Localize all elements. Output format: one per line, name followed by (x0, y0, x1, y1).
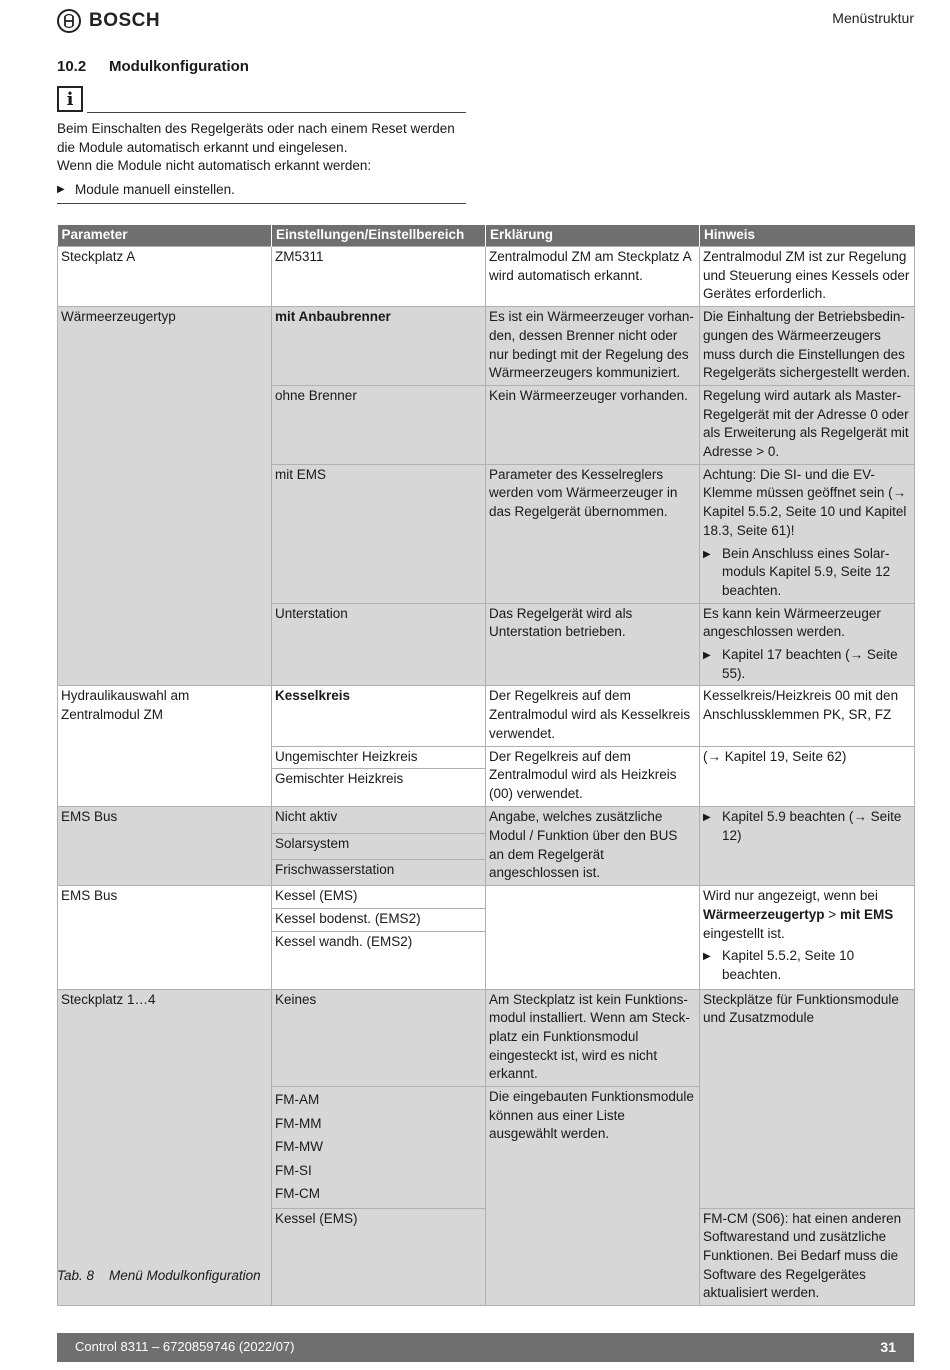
setting-cell: Kesselkreis (272, 686, 486, 746)
explanation-cell: Die eingebauten Funktionsmodule können aus einer Liste ausgewählt werden. (486, 1087, 700, 1306)
note-cell (700, 886, 915, 989)
note-cell (700, 807, 915, 886)
bosch-armature-icon (57, 9, 81, 33)
info-icon: i (57, 86, 83, 112)
chapter-title: Menüstruktur (832, 10, 914, 26)
explanation-cell: Es ist ein Wärmeerzeuger vorhanden, dessen Brenner nicht oder nur bedingt mit der Regelung des Wärmeerzeugers kommuniziert. (486, 307, 700, 386)
setting-cell: Kessel (EMS) (272, 886, 486, 909)
note-bullet (703, 808, 911, 845)
setting-cell: ohne Brenner (272, 385, 486, 464)
note-cell: Regelung wird autark als Master-Regelgerät mit der Adresse 0 oder als Erweiterung als Regelgerät mit Adresse > 0. (700, 385, 915, 464)
caption-label: Tab. 8 (57, 1268, 95, 1283)
module-option: FM-SI (275, 1162, 312, 1178)
note-text-bold: mit EMS (839, 906, 894, 922)
info-note (57, 86, 466, 204)
section-heading (57, 58, 249, 75)
table-row (58, 886, 915, 909)
note-text: Achtung: Die SI- und die EV-Klemme müssen geöffnet sein (→ Kapitel 5.5.2, Seite 10 und Kapitel 18.3, Seite 61)! (703, 466, 907, 538)
explanation-cell: Der Regelkreis auf dem Zentralmodul wird als Heizkreis (00) verwendet. (486, 746, 700, 807)
note-cell: Steckplätze für Funktionsmodule und Zusatzmodule (700, 989, 915, 1208)
param-cell: EMS Bus (58, 807, 272, 886)
note-cell (700, 603, 915, 686)
note-cell: Zentralmodul ZM ist zur Regelung und Steuerung eines Kessels oder Gerätes erforderlich. (700, 247, 915, 307)
setting-cell: Kessel (EMS) (272, 1208, 486, 1306)
note-bullet-text: Bein Anschluss eines Solarmoduls Kapitel 5.9, Seite 12 beachten. (722, 545, 891, 598)
param-cell: Wärmeerzeugertyp (58, 307, 272, 686)
module-option: FM-MW (275, 1139, 323, 1155)
module-config-table (57, 225, 915, 1306)
note-cell: FM-CM (S06): hat einen anderen Softwarestand und zusätzliche Funktionen. Bei Bedarf muss die Software des Regelgerätes aktualisiert werden. (700, 1208, 915, 1306)
note-cell (700, 464, 915, 603)
setting-cell: Kessel wandh. (EMS2) (272, 931, 486, 989)
triangle-bullet-icon: ▶ (703, 650, 711, 662)
explanation-cell: Zentralmodul ZM am Steckplatz A wird automatisch erkannt. (486, 247, 700, 307)
setting-cell: Keines (272, 989, 486, 1087)
table-row (58, 686, 915, 746)
note-text-part: > (824, 906, 840, 922)
param-cell: EMS Bus (58, 886, 272, 989)
triangle-bullet-icon: ▶ (703, 951, 711, 963)
divider (57, 203, 466, 204)
note-text: Es kann kein Wärmeerzeuger angeschlossen werden. (703, 605, 881, 640)
setting-cell: Kessel bodenst. (EMS2) (272, 908, 486, 931)
triangle-bullet-icon: ▶ (703, 812, 711, 824)
explanation-cell: Angabe, welches zusätzliche Modul / Funktion über den BUS an dem Regelgerät angeschlossen ist. (486, 807, 700, 886)
note-bullet-text: Kapitel 5.9 beachten (→ Seite 12) (722, 809, 902, 843)
param-cell: Hydraulikauswahl am Zentralmodul ZM (58, 686, 272, 807)
explanation-cell: Am Steckplatz ist kein Funktionsmodul installiert. Wenn am Steckplatz ein Funktionsmodul eingesteckt ist, wird es nicht erkannt. (486, 989, 700, 1087)
note-cell: Kesselkreis/Heizkreis 00 mit den Anschlussklemmen PK, SR, FZ (700, 686, 915, 746)
explanation-cell: Das Regelgerät wird als Unterstation betrieben. (486, 603, 700, 686)
bosch-logo (57, 8, 160, 34)
section-number: 10.2 (57, 58, 87, 75)
param-cell: Steckplatz 1…4 (58, 989, 272, 1306)
note-bullet-text: Kapitel 5.5.2, Seite 10 beachten. (722, 948, 855, 982)
note-cell: (→ Kapitel 19, Seite 62) (700, 746, 915, 807)
note-text-part: eingestellt ist. (703, 925, 785, 941)
setting-cell: ZM5311 (272, 247, 486, 307)
triangle-bullet-icon: ▶ (703, 548, 711, 560)
page-number: 31 (880, 1339, 896, 1355)
page-header (0, 0, 950, 44)
info-bullet (57, 181, 466, 199)
column-header: Erklärung (486, 225, 700, 247)
column-header: Einstellungen/Einstellbereich (272, 225, 486, 247)
brand-name: BOSCH (89, 10, 161, 31)
setting-cell: Unterstation (272, 603, 486, 686)
note-text-part: Wird nur angezeigt, wenn bei (703, 888, 878, 904)
setting-cell: mit Anbaubrenner (272, 307, 486, 386)
setting-cell: Frischwasserstation (272, 859, 486, 885)
table-header-row (58, 225, 915, 247)
info-paragraph: Wenn die Module nicht automatisch erkannt werden: (57, 158, 372, 173)
table-row (58, 307, 915, 386)
info-text (57, 120, 466, 176)
info-paragraph: Beim Einschalten des Regelgeräts oder nach einem Reset werden die Module automatisch erkannt und eingelesen. (57, 121, 455, 155)
column-header: Parameter (58, 225, 272, 247)
footer-text: Control 8311 – 6720859746 (2022/07) (75, 1339, 295, 1354)
caption-text: Menü Modulkonfiguration (109, 1268, 261, 1283)
note-cell: Die Einhaltung der Betriebsbedingungen des Wärmeerzeugers muss durch die Einstellungen des Regelgeräts sichergestellt werden. (700, 307, 915, 386)
info-bullet-text: Module manuell einstellen. (75, 181, 235, 197)
column-header: Hinweis (700, 225, 915, 247)
setting-cell: Nicht aktiv (272, 807, 486, 833)
note-bullet (703, 947, 911, 984)
explanation-cell (486, 886, 700, 989)
setting-cell: Ungemischter Heizkreis (272, 746, 486, 769)
setting-cell: mit EMS (272, 464, 486, 603)
setting-cell (272, 1087, 486, 1209)
divider (87, 112, 466, 113)
table-caption (57, 1268, 261, 1283)
module-option: FM-AM (275, 1092, 320, 1108)
triangle-bullet-icon: ▶ (57, 183, 65, 195)
table-row (58, 807, 915, 833)
note-bullet-text: Kapitel 17 beachten (→ Seite 55). (722, 647, 898, 681)
module-option: FM-MM (275, 1115, 322, 1131)
section-title: Modulkonfiguration (109, 58, 249, 75)
module-option: FM-CM (275, 1186, 320, 1202)
note-text-bold: Wärmeerzeugertyp (703, 906, 825, 922)
table-row (58, 247, 915, 307)
param-cell: Steckplatz A (58, 247, 272, 307)
table-row (58, 989, 915, 1087)
note-text (703, 887, 911, 943)
page-footer (57, 1333, 914, 1362)
setting-cell: Gemischter Heizkreis (272, 769, 486, 807)
note-bullet (703, 545, 911, 601)
explanation-cell: Der Regelkreis auf dem Zentralmodul wird als Kesselkreis verwendet. (486, 686, 700, 746)
note-bullet (703, 646, 911, 683)
explanation-cell: Parameter des Kesselreglers werden vom Wärmeerzeuger in das Regelgerät übernommen. (486, 464, 700, 603)
setting-cell: Solarsystem (272, 833, 486, 859)
explanation-cell: Kein Wärmeerzeuger vorhanden. (486, 385, 700, 464)
